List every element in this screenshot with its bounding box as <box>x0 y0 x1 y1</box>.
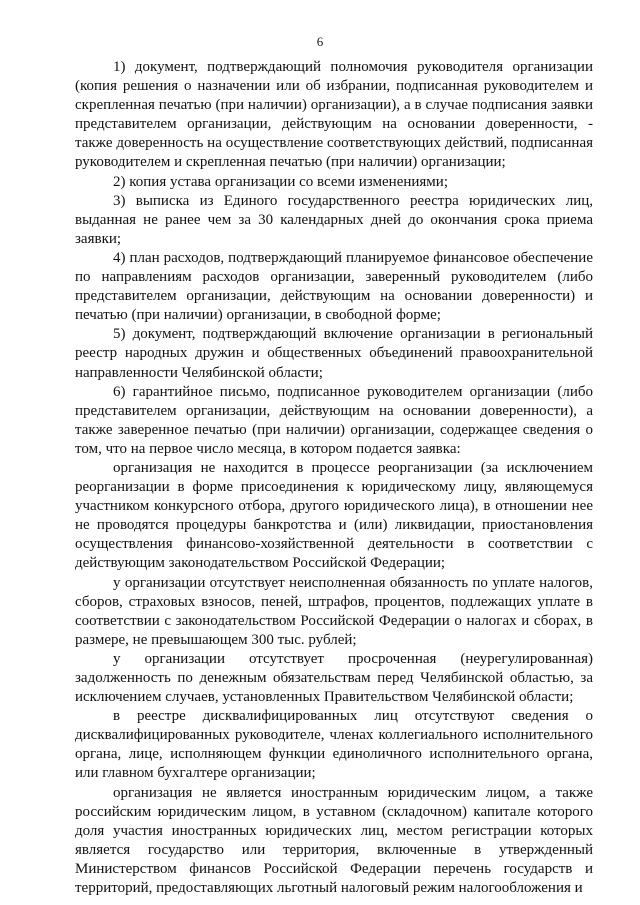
paragraph-condition-not-foreign: организация не является иностранным юридическим лицом, а также российским юридическим лицом, в уставном (складочном) капитале которого доля участия иностранных юридических лиц, местом регистрации которых является государство или территория, включенные в утвержденный Министерством финансов Российской Федерации перечень государств и территорий, предоставляющих льготный налоговый режим налогообложения и <box>75 784 593 897</box>
paragraph-item-5-registry-inclusion: 5) документ, подтверждающий включение организации в региональный реестр народных дружин и общественных объединений правоохранительной направленности Челябинской области; <box>75 326 593 381</box>
paragraph-condition-no-tax-debt: у организации отсутствует неисполненная обязанность по уплате налогов, сборов, страховых взносов, пеней, штрафов, процентов, подлежащих уплате в соответствии с законодательством Российской Федерации о налогах и сборах, в размере, не превышающем 300 тыс. рублей; <box>75 574 593 648</box>
paragraph-item-4-expense-plan: 4) план расходов, подтверждающий планируемое финансовое обеспечение по направлениям расходов организации, заверенный руководителем (либо представителем организации, действующим на основании доверенности) и печатью (при наличии) организации, в свободной форме; <box>75 249 593 324</box>
paragraph-item-3-registry-extract: 3) выписка из Единого государственного реестра юридических лиц, выданная не ранее чем за 30 календарных дней до окончания срока приема заявки; <box>75 192 593 247</box>
paragraph-condition-no-disqualified: в реестре дисквалифицированных лиц отсутствуют сведения о дисквалифицированных руководителе, членах коллегиального исполнительного органа, лице, исполняющем функции единоличного исполнительного органа, или главном бухгалтере организации; <box>75 708 593 782</box>
paragraph-condition-no-overdue-debt: у организации отсутствует просроченная (неурегулированная) задолженность по денежным обязательствам перед Челябинской областью, за исключением случаев, установленных Правительством Челябинской области; <box>75 650 593 706</box>
paragraph-item-6-guarantee-letter: 6) гарантийное письмо, подписанное руководителем организации (либо представителем организации, действующим на основании доверенности), а также заверенное печатью (при наличии) организации, содержащее сведения о том, что на первое число месяца, в котором подается заявка: <box>75 383 593 457</box>
paragraph-item-2-charter-copy: 2) копия устава организации со всеми изменениями; <box>113 173 448 190</box>
paragraph-item-1-authority-document: 1) документ, подтверждающий полномочия руководителя организации (копия решения о назначении или об избрании, подписанная руководителем и скрепленная печатью (при наличии) организации), а в случае подписания заявки представителем организации, действующим на основании доверенности, - также доверенность на осуществление соответствующих действий, подписанная руководителем и скрепленная печатью (при наличии) организации; <box>75 59 593 171</box>
page-number: 6 <box>316 34 324 49</box>
document-body <box>75 58 593 898</box>
paragraph-condition-no-reorganization: организация не находится в процессе реорганизации (за исключением реорганизации в форме присоединения к юридическому лицу, являющемуся участником конкурсного отбора, другого юридического лица), в отношении нее не проводятся процедуры банкротства и (или) ликвидации, приостановления осуществления финансово-хозяйственной деятельности в соответствии с действующим законодательством Российской Федерации; <box>75 459 593 572</box>
